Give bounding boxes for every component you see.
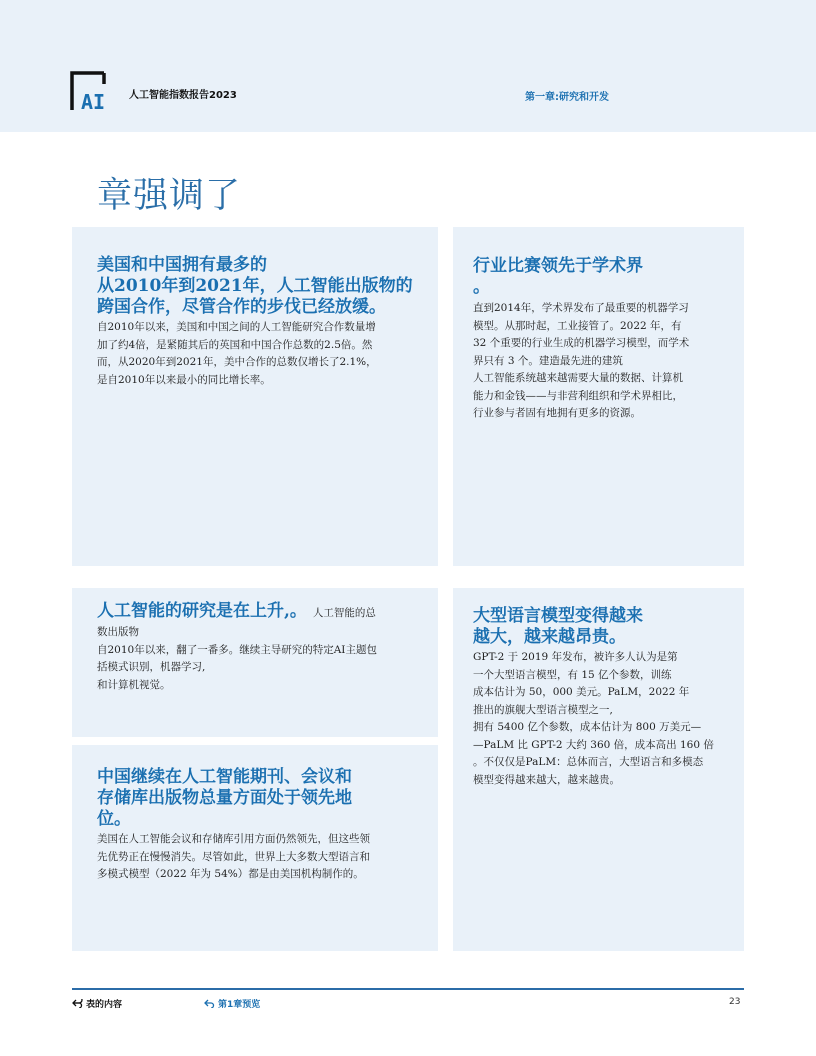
ai-logo-icon [70, 70, 118, 112]
page-heading: 章强调了 [97, 176, 242, 216]
card-body: GPT-2 于 2019 年发布，被许多人认为是第 一个大型语言模型，有 15 亿个参数，训练 成本估计为 50，000 美元。PaLM，2022 年 推出的旗舰大型语言模型之一, 拥有 5400 亿个参数，成本估计为 800 万美元— —PaLM 比 GPT-2 大约 360 倍，成本高出 160 倍 。不仅仅是PaLM：总体而言，大型语言和多模态 模型变得越来越大，越来越贵。 [473, 651, 714, 786]
toc-label: 表的内容 [86, 1000, 123, 1010]
page-header [0, 0, 816, 132]
highlight-card-us-china [72, 227, 438, 566]
card-body: 数出版物 自2010年以来，翻了一番多。继续主导研究的特定AI主题包 括模式识别，机器学习, 和计算机视觉。 [97, 626, 377, 691]
card-title: 中国继续在人工智能期刊、会议和 存储库出版物总量方面处于领先地 位。 [97, 767, 352, 829]
return-arrow-icon [204, 999, 215, 1008]
svg-text:AI: AI [81, 90, 106, 112]
chapter-preview-link[interactable] [204, 997, 260, 1010]
card-title: 行业比赛领先于学术界 。 [473, 256, 643, 297]
page-number: 23 [729, 997, 741, 1007]
highlight-card-industry [453, 227, 744, 566]
card-body: 直到2014年，学术界发布了最重要的机器学习 模型。从那时起，工业接管了。2022 年，有 32 个重要的行业生成的机器学习模型，而学术 界只有 3 个。建造最先进的建筑 人工智能系统越来越需要大量的数据、计算机 能力和金钱——与非营利组织和学术界相比， 行业参与者固有地拥有更多的资源。 [473, 302, 690, 419]
card-body: 美国在人工智能会议和存储库引用方面仍然领先，但这些领 先优势正在慢慢消失。尽管如此，世界上大多数大型语言和 多模式模型（2022 年为 54%）都是由美国机构制作的。 [97, 833, 370, 880]
card-title: 人工智能的研究是在上升,。 人工智能的总 [97, 601, 376, 621]
chapter-label[interactable]: 第一章:研究和开发 [525, 92, 609, 103]
report-title: 人工智能指数报告2023 [129, 90, 237, 101]
card-body: 自2010年以来，美国和中国之间的人工智能研究合作数量增 加了约4倍，是紧随其后的英国和中国合作总数的2.5倍。然 而，从2020年到2021年，美中合作的总数仅增长了2.1%， 是自2010年以来最小的同比增长率。 [97, 321, 377, 386]
card-title: 美国和中国拥有最多的 从2010年到2021年，人工智能出版物的 跨国合作，尽管合作的步伐已经放缓。 [97, 255, 413, 317]
highlight-card-llm-cost [453, 588, 744, 951]
highlight-card-china-publications [72, 745, 438, 951]
highlight-card-research-rising [72, 588, 438, 737]
card-inline-note: 人工智能的总 [312, 607, 376, 619]
toc-link[interactable] [72, 997, 122, 1010]
return-arrow-icon [72, 999, 83, 1008]
card-title: 大型语言模型变得越来 越大，越来越昂贵。 [473, 606, 643, 647]
footer-divider [72, 988, 744, 990]
chapter-preview-label: 第1章预览 [218, 1000, 261, 1010]
